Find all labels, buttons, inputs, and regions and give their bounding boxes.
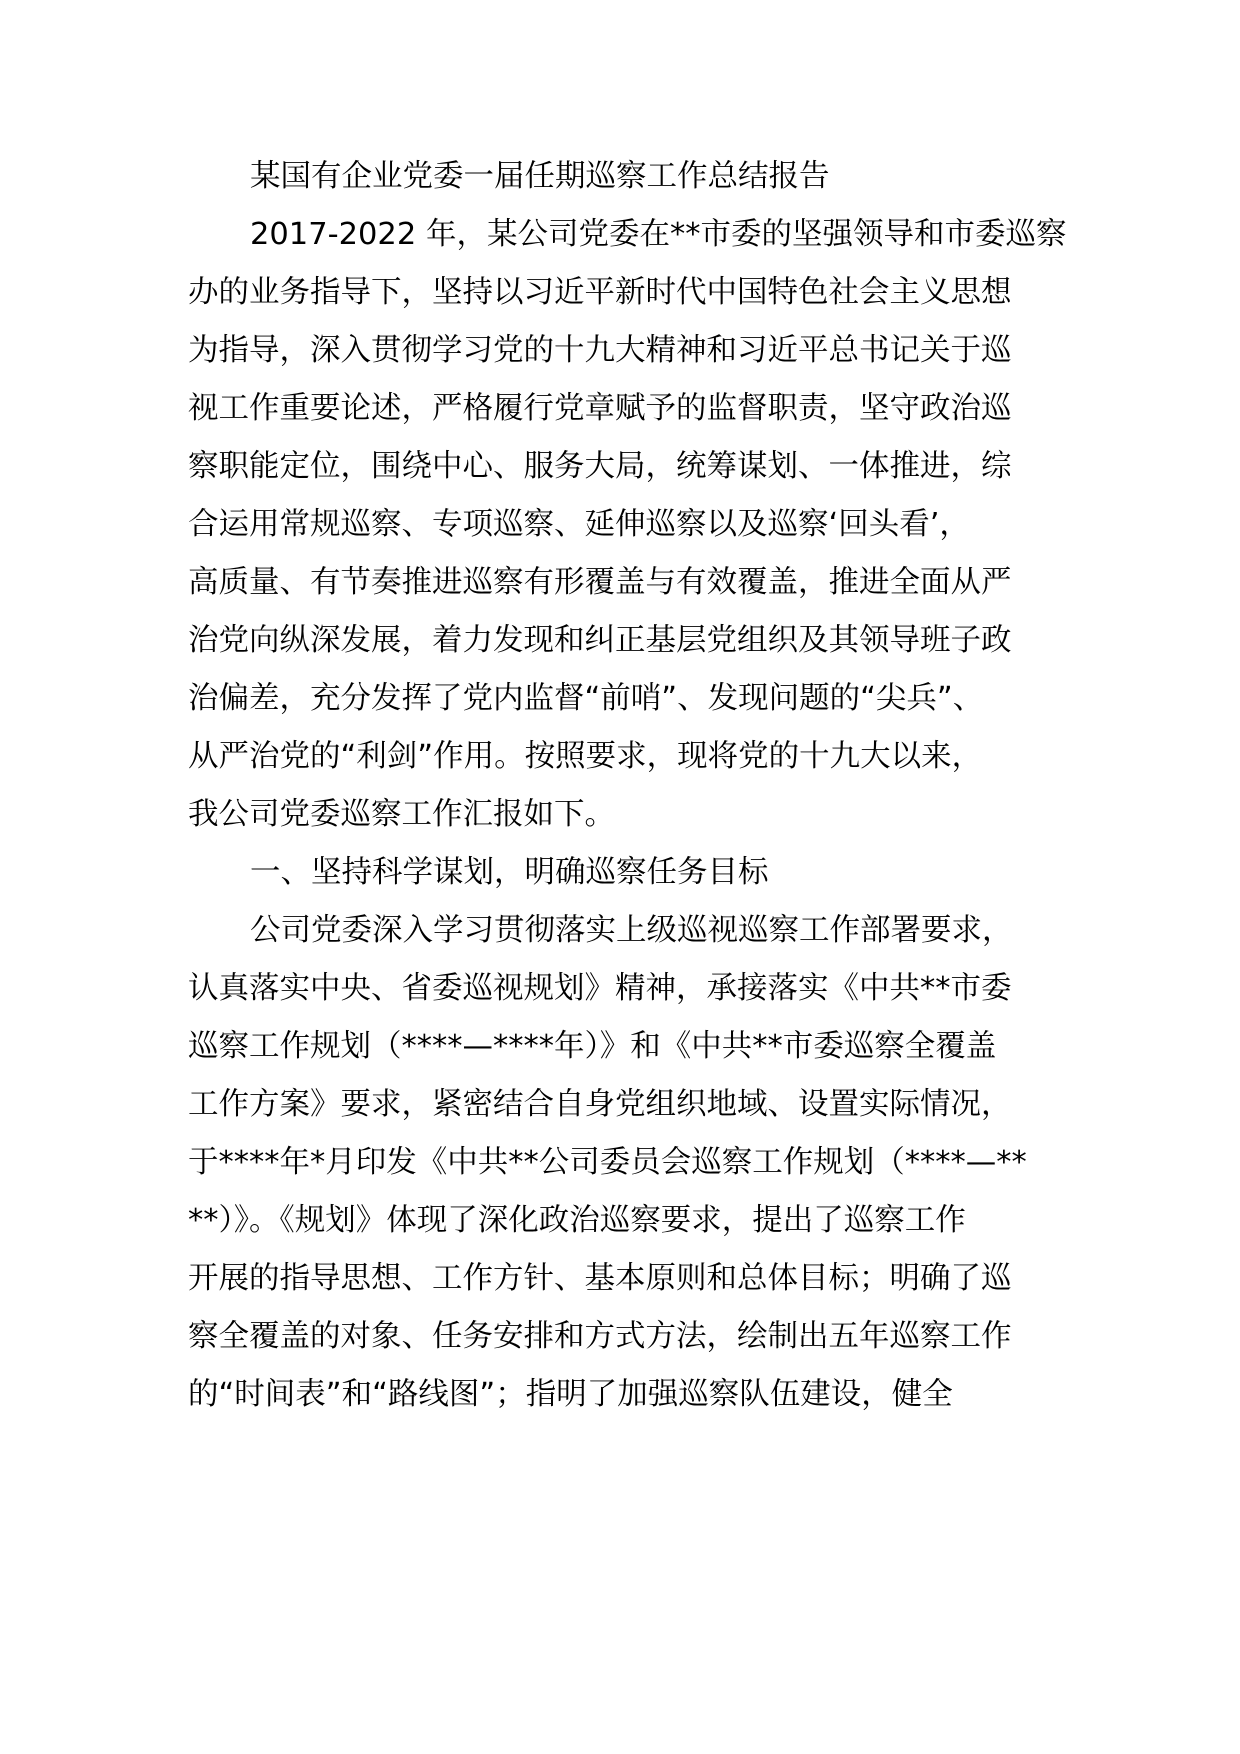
paragraph-line: **）》。《规划》体现了深化政治巡察要求，提出了巡察工作 [188, 1203, 966, 1238]
paragraph-line: 工作方案》要求，紧密结合自身党组织地域、设置实际情况， [188, 1087, 1012, 1122]
paragraph-line: 办的业务指导下，坚持以习近平新时代中国特色社会主义思想 [188, 275, 1012, 310]
paragraph-line: 合运用常规巡察、专项巡察、延伸巡察以及巡察‘回头看’， [188, 507, 970, 542]
paragraph-line: 的“时间表”和“路线图”；指明了加强巡察队伍建设，健全 [188, 1377, 953, 1412]
paragraph-line: 治党向纵深发展，着力发现和纠正基层党组织及其领导班子政 [188, 623, 1012, 658]
document-title: 某国有企业党委一届任期巡察工作总结报告 [250, 159, 830, 194]
paragraph-line: 察全覆盖的对象、任务安排和方式方法，绘制出五年巡察工作 [188, 1319, 1012, 1354]
paragraph-line: 开展的指导思想、工作方针、基本原则和总体目标；明确了巡 [188, 1261, 1012, 1296]
paragraph-line: 于****年*月印发《中共**公司委员会巡察工作规划（****—** [188, 1145, 1027, 1180]
paragraph-line: 从严治党的“利剑”作用。按照要求，现将党的十九大以来， [188, 739, 983, 774]
paragraph-line: 2017-2022 年，某公司党委在**市委的坚强领导和市委巡察 [250, 217, 1067, 252]
paragraph-line: 认真落实中央、省委巡视规划》精神，承接落实《中共**市委 [188, 971, 1012, 1006]
section-heading: 一、坚持科学谋划，明确巡察任务目标 [250, 855, 769, 890]
paragraph-line: 公司党委深入学习贯彻落实上级巡视巡察工作部署要求， [250, 913, 1013, 948]
paragraph-line: 为指导，深入贯彻学习党的十九大精神和习近平总书记关于巡 [188, 333, 1012, 368]
paragraph-line: 察职能定位，围绕中心、服务大局，统筹谋划、一体推进，综 [188, 449, 1012, 484]
paragraph-line: 视工作重要论述，严格履行党章赋予的监督职责，坚守政治巡 [188, 391, 1012, 426]
paragraph-line: 高质量、有节奏推进巡察有形覆盖与有效覆盖，推进全面从严 [188, 565, 1012, 600]
paragraph-line: 治偏差，充分发挥了党内监督“前哨”、发现问题的“尖兵”、 [188, 681, 984, 716]
paragraph-line: 我公司党委巡察工作汇报如下。 [188, 797, 615, 832]
paragraph-line: 巡察工作规划（****—****年）》和《中共**市委巡察全覆盖 [188, 1029, 997, 1064]
